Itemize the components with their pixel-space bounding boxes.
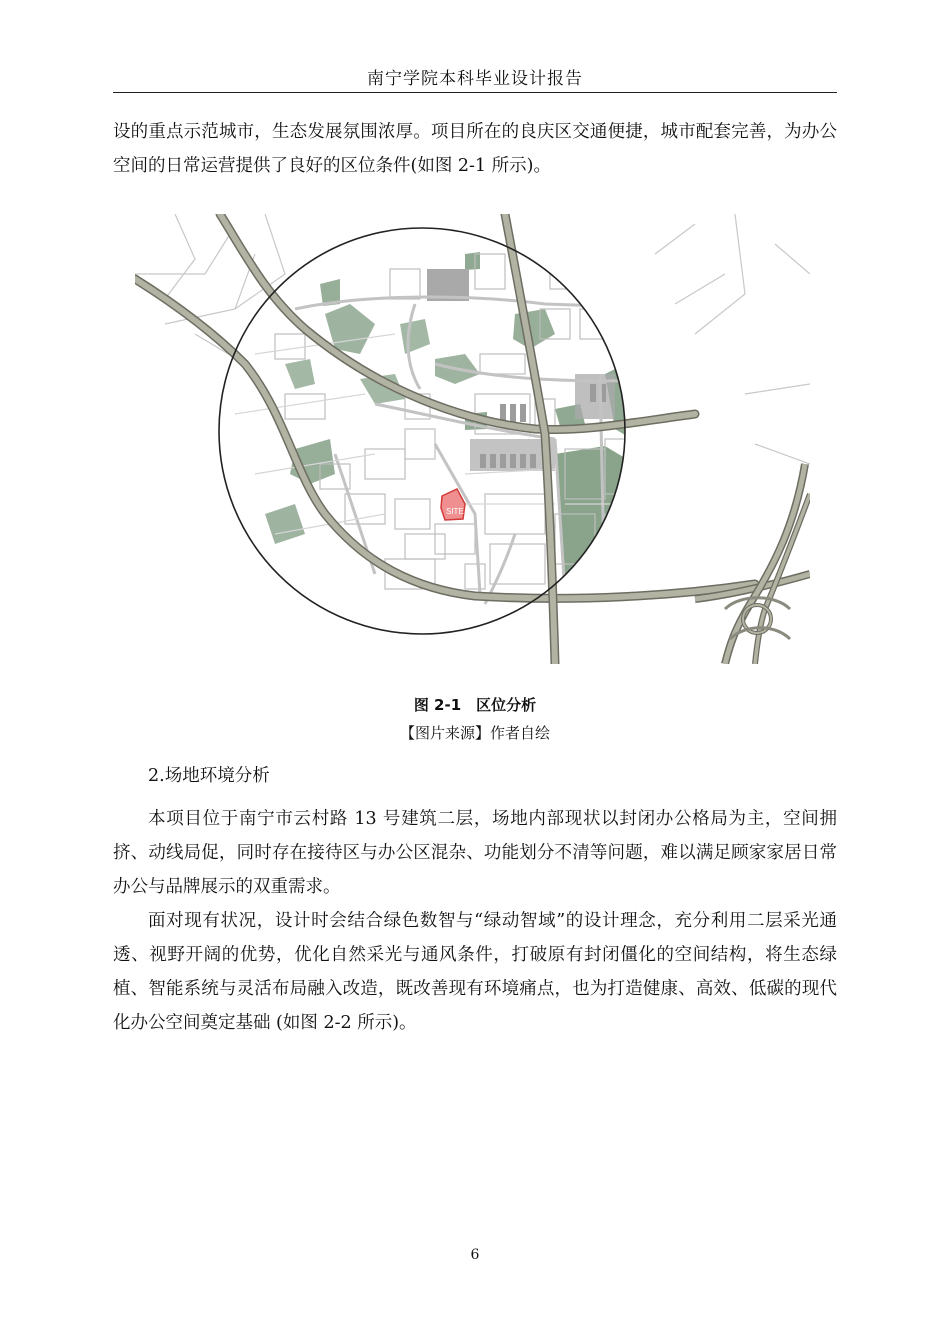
page-number: 6	[470, 1247, 480, 1263]
paragraph-site-analysis-1: 本项目位于南宁市云村路 13 号建筑二层，场地内部现状以封闭办公格局为主，空间拥挤、动线局促，同时存在接待区与办公区混杂、功能划分不清等问题，难以满足顾家家居日常办公与品牌展示的双重需求。	[113, 809, 837, 897]
site-label: SITE	[446, 507, 464, 516]
location-map-figure	[135, 214, 810, 664]
header-rule	[113, 92, 837, 93]
section-heading: 2.场地环境分析	[148, 766, 270, 786]
paragraph-site-analysis-2: 面对现有状况，设计时会结合绿色数智与“绿动智域”的设计理念，充分利用二层采光通透、视野开阔的优势，优化自然采光与通风条件，打破原有封闭僵化的空间结构，将生态绿植、智能系统与灵活布局融入改造，既改善现有环境痛点，也为打造健康、高效、低碳的现代化办公空间奠定基础 (如图 2-2 所示)。	[113, 911, 837, 1033]
map-interior	[235, 244, 705, 614]
location-map	[135, 214, 810, 664]
site-marker	[441, 489, 465, 520]
figure-caption: 图 2-1 区位分析	[413, 696, 537, 714]
running-header: 南宁学院本科毕业设计报告	[367, 69, 583, 89]
intro-paragraph: 设的重点示范城市，生态发展氛围浓厚。项目所在的良庆区交通便捷，城市配套完善，为办公空间的日常运营提供了良好的区位条件(如图 2-1 所示)。	[113, 122, 837, 176]
figure-source: 【图片来源】作者自绘	[399, 724, 550, 742]
